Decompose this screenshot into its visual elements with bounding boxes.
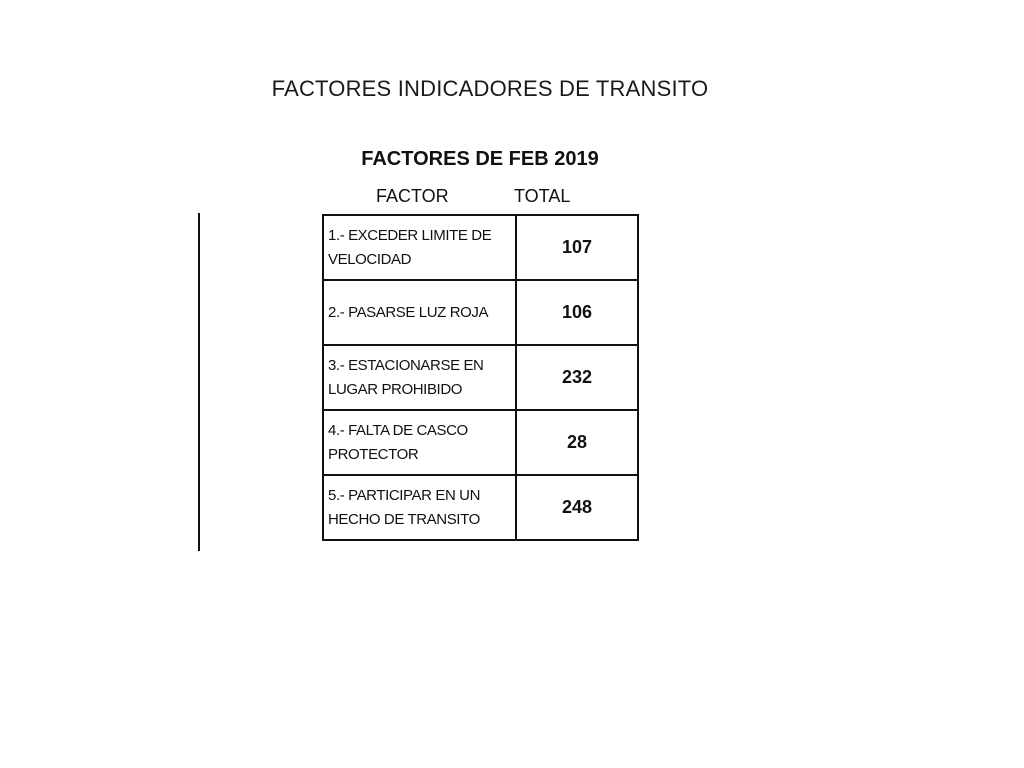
total-cell: 107	[516, 215, 638, 280]
table-row	[323, 410, 638, 475]
factor-cell: 1.- EXCEDER LIMITE DE VELOCIDAD	[323, 215, 516, 280]
factors-table	[322, 214, 639, 541]
factor-cell: 3.- ESTACIONARSE EN LUGAR PROHIBIDO	[323, 345, 516, 410]
total-cell: 232	[516, 345, 638, 410]
page-title: FACTORES INDICADORES DE TRANSITO	[271, 76, 709, 101]
table-row	[323, 345, 638, 410]
factor-cell: 5.- PARTICIPAR EN UN HECHO DE TRANSITO	[323, 475, 516, 540]
total-cell: 248	[516, 475, 638, 540]
vertical-divider-line	[198, 213, 200, 551]
table-title: FACTORES DE FEB 2019	[361, 148, 599, 170]
table-row	[323, 475, 638, 540]
total-cell: 28	[516, 410, 638, 475]
table-row	[323, 215, 638, 280]
factor-cell: 4.- FALTA DE CASCO PROTECTOR	[323, 410, 516, 475]
table-row	[323, 280, 638, 345]
total-column-header: TOTAL	[514, 186, 571, 206]
factor-cell: 2.- PASARSE LUZ ROJA	[323, 280, 516, 345]
factor-column-header: FACTOR	[376, 186, 449, 206]
total-cell: 106	[516, 280, 638, 345]
